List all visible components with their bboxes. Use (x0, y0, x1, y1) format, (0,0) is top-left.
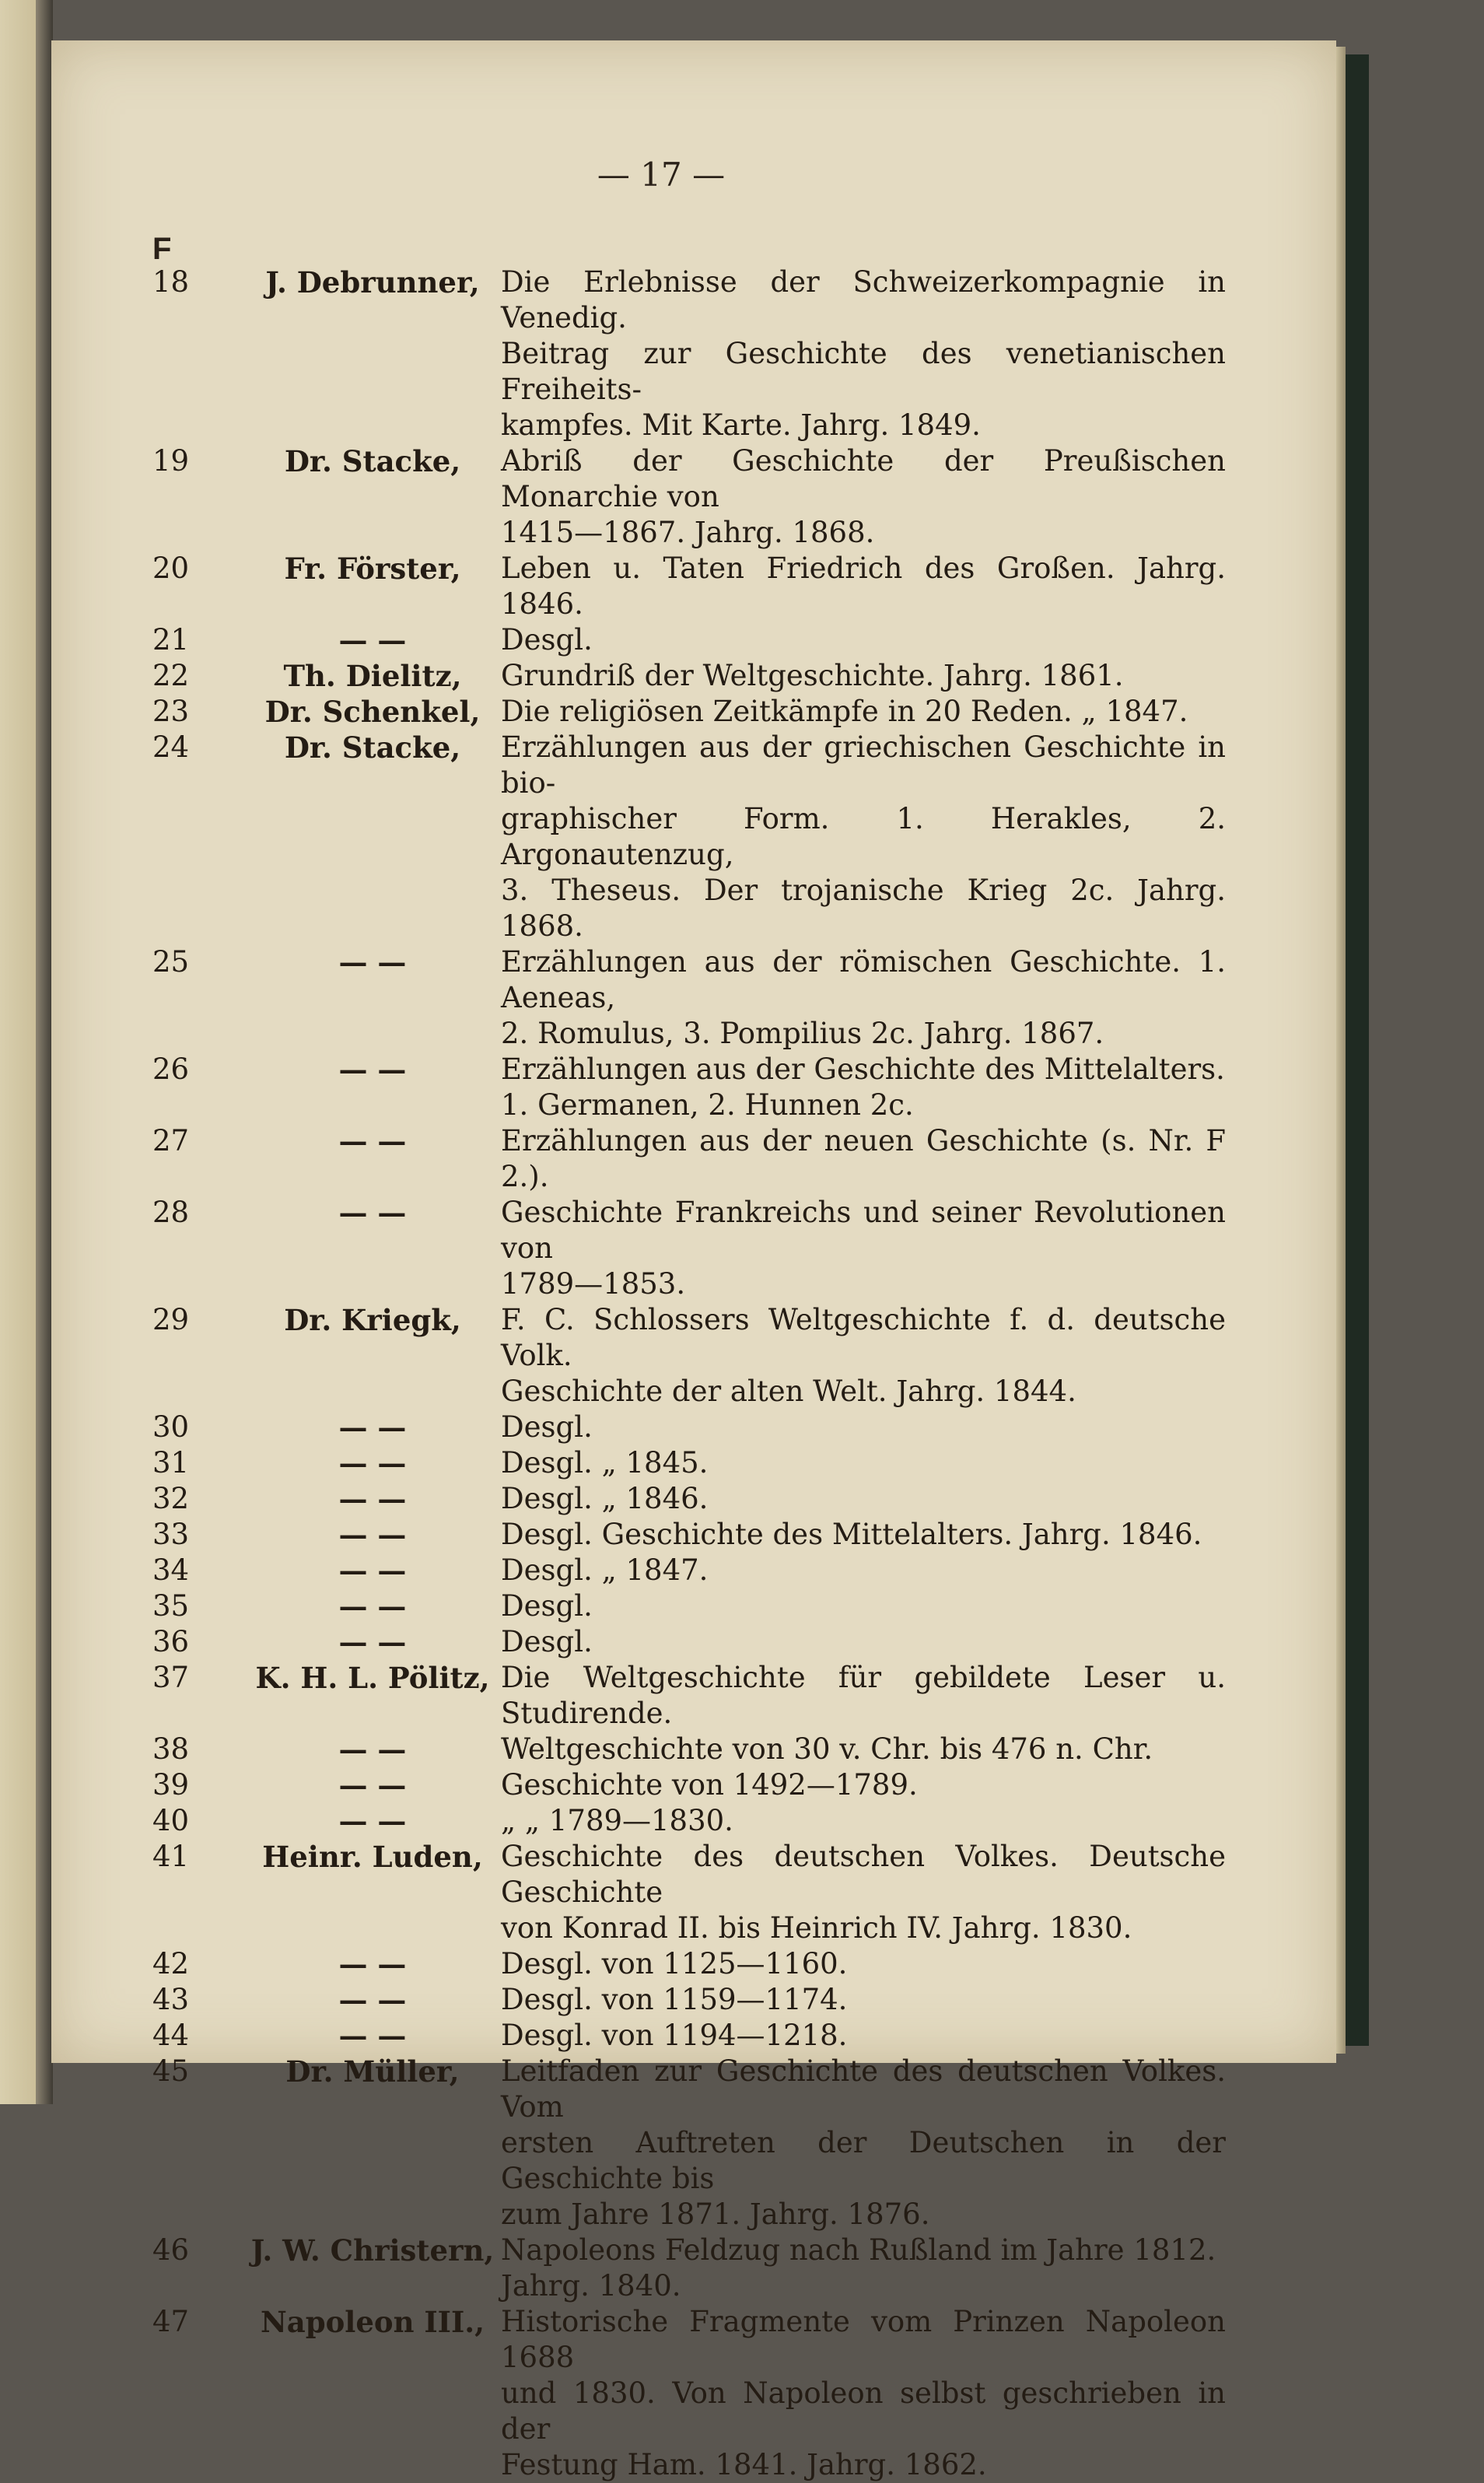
entry-title: Grundriß der Weltgeschichte. Jahrg. 1861. (501, 659, 1124, 692)
entry-author: — — (338, 1625, 407, 1659)
entry-title: Leben u. Taten Friedrich des Großen. Jahrg. 1846. (501, 552, 1226, 621)
entry-title: Desgl. Geschichte des Mittelalters. Jahrg. 1846. (501, 1518, 1202, 1551)
entry-author: — — (338, 1768, 407, 1802)
entry-title: Erzählungen aus der griechischen Geschichte in bio- graphischer Form. 1. Herakles, 2. Argonautenzug, 3. Theseus. Der trojanische Krieg 2c. Jahrg. 1868. (501, 730, 1226, 943)
entry-author: Th. Dielitz, (283, 659, 462, 693)
entry-num: 26 (152, 1052, 190, 1086)
entry-num: 43 (152, 1983, 190, 2016)
catalog-entry (152, 1839, 1226, 1946)
entry-num: 37 (152, 1661, 190, 1694)
entry-title: Desgl. (501, 1625, 593, 1658)
entry-num: 45 (152, 2054, 190, 2088)
entry-num: 33 (152, 1518, 190, 1551)
entry-title: Geschichte Frankreichs und seiner Revolutionen von 1789—1853. (501, 1196, 1226, 1301)
catalog-entry (152, 1445, 1226, 1481)
catalog-entry (152, 1052, 1226, 1123)
catalog-entry (152, 1195, 1226, 1302)
entry-num: 27 (152, 1124, 190, 1157)
catalog-entry (152, 2304, 1226, 2483)
entry-title: Desgl. „ 1847. (501, 1553, 709, 1587)
entry-num: 31 (152, 1446, 190, 1480)
entry-title: Desgl. (501, 1589, 593, 1623)
entry-author: — — (338, 1446, 407, 1480)
entry-author: — — (338, 1482, 407, 1516)
catalog-entry (152, 1553, 1226, 1588)
catalog-entry (152, 2233, 1226, 2304)
entry-title: Abriß der Geschichte der Preußischen Monarchie von 1415—1867. Jahrg. 1868. (501, 444, 1226, 549)
entry-title: Desgl. „ 1846. (501, 1482, 709, 1515)
catalog-entry (152, 1767, 1226, 1803)
catalog-entry (152, 1624, 1226, 1660)
catalog-entry (152, 1660, 1226, 1732)
entry-author: — — (338, 1124, 407, 1158)
entry-num: 47 (152, 2305, 190, 2338)
catalog-entry (152, 1588, 1226, 1624)
entry-num: 35 (152, 1589, 190, 1623)
entry-author: K. H. L. Pölitz, (255, 1661, 490, 1695)
entry-author: Napoleon III., (260, 2305, 485, 2339)
entry-num: 44 (152, 2019, 190, 2052)
entry-title: Desgl. „ 1845. (501, 1446, 709, 1480)
catalog-entry (152, 551, 1226, 622)
catalog-entries (152, 264, 1226, 2483)
catalog-entry (152, 1517, 1226, 1553)
entry-author: — — (338, 1947, 407, 1981)
entry-author: — — (338, 1732, 407, 1767)
book-gutter (36, 0, 53, 2104)
entry-num: 18 (152, 265, 190, 299)
entry-num: 28 (152, 1196, 190, 1229)
entry-title: „ „ 1789—1830. (501, 1804, 733, 1837)
entry-num: 32 (152, 1482, 190, 1515)
entry-num: 30 (152, 1410, 190, 1444)
entry-num: 42 (152, 1947, 190, 1980)
entry-author: — — (338, 1983, 407, 2017)
entry-author: Dr. Stacke, (284, 730, 461, 765)
page-stack-edge (1336, 47, 1346, 2054)
catalog-entry (152, 1946, 1226, 1982)
catalog-entry (152, 1123, 1226, 1195)
entry-title: Historische Fragmente vom Prinzen Napoleon 1688 und 1830. Von Napoleon selbst geschrieben in der Festung Ham. 1841. Jahrg. 1862. (501, 2305, 1226, 2481)
entry-author: — — (338, 1553, 407, 1588)
entry-author: — — (338, 945, 407, 979)
page-number: — 17 — (597, 156, 726, 194)
entry-num: 22 (152, 659, 190, 692)
entry-title: Erzählungen aus der römischen Geschichte. 1. Aeneas, 2. Romulus, 3. Pompilius 2c. Jahrg. 1867. (501, 945, 1226, 1050)
catalog-entry (152, 2018, 1226, 2054)
catalog-entry (152, 1803, 1226, 1839)
entry-num: 34 (152, 1553, 190, 1587)
entry-title: Desgl. von 1194—1218. (501, 2019, 848, 2052)
entry-num: 23 (152, 695, 190, 728)
section-letter: F (152, 232, 172, 266)
entry-title: Desgl. (501, 623, 593, 657)
entry-title: Leitfaden zur Geschichte des deutschen Volkes. Vom ersten Auftreten der Deutschen in der Geschichte bis zum Jahre 1871. Jahrg. 1876. (501, 2054, 1226, 2231)
catalog-entry (152, 443, 1226, 551)
entry-author: — — (338, 1410, 407, 1445)
entry-author: J. Debrunner, (265, 265, 480, 299)
catalog-entry (152, 1481, 1226, 1517)
catalog-entry (152, 264, 1226, 443)
entry-num: 29 (152, 1303, 190, 1336)
entry-title: Erzählungen aus der neuen Geschichte (s. Nr. F 2.). (501, 1124, 1226, 1193)
catalog-entry (152, 622, 1226, 658)
entry-author: Fr. Förster, (284, 552, 461, 586)
book-cover-edge (1346, 54, 1369, 2046)
entry-title: Die religiösen Zeitkämpfe in 20 Reden. „ 1847. (501, 695, 1188, 728)
entry-num: 24 (152, 730, 190, 764)
entry-num: 39 (152, 1768, 190, 1802)
entry-author: — — (338, 1052, 407, 1087)
entry-title: Napoleons Feldzug nach Rußland im Jahre 1812. Jahrg. 1840. (501, 2233, 1216, 2303)
entry-title: Desgl. von 1159—1174. (501, 1983, 848, 2016)
entry-num: 36 (152, 1625, 190, 1658)
entry-author: Dr. Kriegk, (284, 1303, 461, 1337)
entry-num: 38 (152, 1732, 190, 1766)
entry-title: Desgl. von 1125—1160. (501, 1947, 848, 1980)
entry-num: 21 (152, 623, 190, 657)
catalog-entry (152, 1410, 1226, 1445)
catalog-entry (152, 1982, 1226, 2018)
entry-num: 19 (152, 444, 190, 478)
entry-author: — — (338, 1804, 407, 1838)
catalog-entry (152, 2054, 1226, 2233)
catalog-entry (152, 694, 1226, 730)
entry-title: Desgl. (501, 1410, 593, 1444)
entry-num: 40 (152, 1804, 190, 1837)
entry-author: — — (338, 1196, 407, 1230)
entry-num: 25 (152, 945, 190, 979)
entry-title: Die Erlebnisse der Schweizerkompagnie in Venedig. Beitrag zur Geschichte des venetianischen Freiheits- kampfes. Mit Karte. Jahrg. 1849. (501, 265, 1226, 442)
entry-author: Dr. Schenkel, (264, 695, 481, 729)
entry-author: Dr. Stacke, (284, 444, 461, 478)
entry-num: 41 (152, 1840, 190, 1873)
entry-author: J. W. Christern, (250, 2233, 495, 2268)
entry-title: Geschichte von 1492—1789. (501, 1768, 918, 1802)
entry-title: Weltgeschichte von 30 v. Chr. bis 476 n. Chr. (501, 1732, 1153, 1766)
entry-title: F. C. Schlossers Weltgeschichte f. d. deutsche Volk. Geschichte der alten Welt. Jahrg. 1844. (501, 1303, 1226, 1408)
entry-author: — — (338, 1589, 407, 1623)
catalog-entry (152, 1732, 1226, 1767)
entry-author: Dr. Müller, (285, 2054, 460, 2089)
entry-num: 46 (152, 2233, 190, 2267)
entry-title: Geschichte des deutschen Volkes. Deutsche Geschichte von Konrad II. bis Heinrich IV. Jahrg. 1830. (501, 1840, 1226, 1945)
entry-author: — — (338, 623, 407, 657)
entry-author: Heinr. Luden, (262, 1840, 483, 1874)
entry-title: Erzählungen aus der Geschichte des Mittelalters. 1. Germanen, 2. Hunnen 2c. (501, 1052, 1225, 1122)
catalog-entry (152, 944, 1226, 1052)
entry-author: — — (338, 1518, 407, 1552)
entry-author: — — (338, 2019, 407, 2053)
catalog-entry (152, 1302, 1226, 1410)
entry-title: Die Weltgeschichte für gebildete Leser u. Studirende. (501, 1661, 1226, 1730)
facing-page-edge (0, 0, 36, 2104)
entry-num: 20 (152, 552, 190, 585)
catalog-entry (152, 658, 1226, 694)
catalog-entry (152, 730, 1226, 944)
